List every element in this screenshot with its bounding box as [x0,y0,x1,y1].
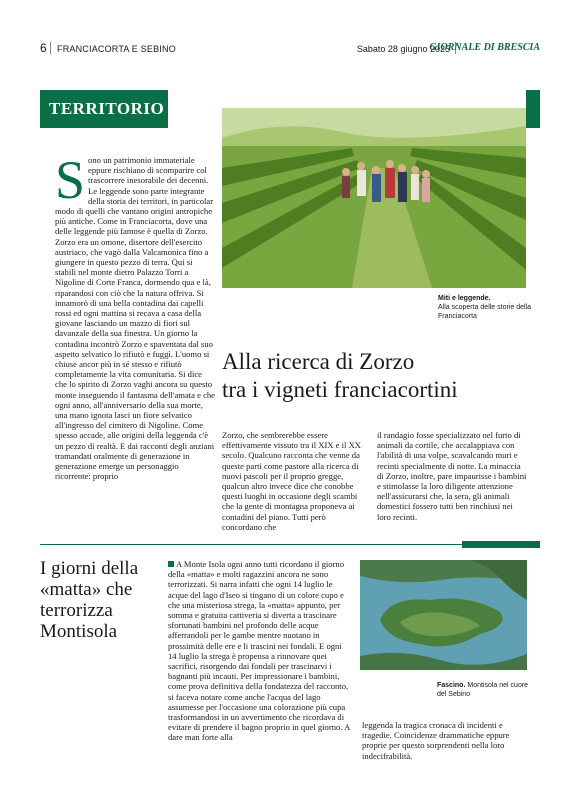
section-tag: TERRITORIO [40,90,168,128]
headline-line: tra i vigneti franciacortini [222,377,458,402]
article-column: leggenda la tragica cronaca di incidenti e tragedie. Coincidenze drammatiche eppure proprie per questo sorprendenti nella loro indecifrabilità. [362,720,510,761]
vineyard-photo [222,108,526,288]
section-name: FRANCIACORTA E SEBINO [57,44,176,54]
bullet-square-icon [168,561,174,567]
page-header [40,40,540,56]
caption-text: Alla scoperta delle storie della Franciacorta [438,304,531,320]
issue-date: Sabato 28 giugno 2025 [356,44,450,54]
island-illustration [360,560,527,670]
section-divider [40,541,540,549]
vineyard-illustration [222,108,526,288]
divider-accent [462,541,540,548]
article-headline [222,348,540,404]
photo-caption [438,294,548,321]
drop-cap: S [55,150,86,210]
article-column [168,559,350,743]
article-column: Zorzo, che sembrerebbe essere effettivamente vissuto tra il XIX e il XX secolo. Qualcuno racconta che venne da queste parti come pastore alla ricerca di nuovi pascoli per il proprio gregge, qualcun altro invece dice che conobbe questi luoghi in occasione degli scambi che la gente di montagna proponeva ai contadini del piano. Tutti però concordano che [222,430,361,532]
masthead: GIORNALE DI BRESCIA [429,42,540,53]
header-divider [50,42,51,54]
caption-text: Montisola nel cuore del Sebino [437,682,529,698]
article-headline: I giorni della «matta» che terrorizza Montisola [40,558,139,642]
headline-line: Alla ricerca di Zorzo [222,349,415,374]
page-number: 6 [40,41,47,55]
article-column [55,150,215,482]
lake-photo [360,560,527,670]
photo-caption [437,681,537,699]
caption-title: Miti e leggende. [438,295,491,302]
column-text: A Monte Isola ogni anno tutti ricordano il giorno della «matta» e molti ragazzini ancora ne sono terrorizzati. Si narra infatti che ogni 14 luglio le acque del lago d'Iseo si tingano di un colore cupo e che una misteriosa strega, la «matta» appunto, per somma e gratuita cattiveria si diverta a trascinare sfortunati bambini nel profondo delle acque afferrandoli per le gambe mentre nuotano in prossimità delle ere e li trascini nei fondali. E ogni 14 luglio la strega è propensa a rinnovare quei sacrifici, risorgendo dai fondali per trascinarvi i bagnanti più incauti. Per impressionare i bambini, come prova definitiva della fondatezza del racconto, si faceva notare come anche l'acqua del lago assumesse per l'occasione una colorazione più cupa trasformandosi in un avvertimento che ricordava di evitare di prendere il bagno proprio in quel giorno. A dare man forte alla [168,559,350,743]
band-rule [526,90,540,128]
article-column: il randagio fosse specializzato nel furto di animali da cortile, che accalappiava con l'abilità di una volpe, scavalcando muri e recinti specialmente di notte. La minaccia di Zorzo, inoltre, pare impaurisse i bambini e stimolasse la loro diligente attenzione nell'assicurarsi che, la sera, gli animali domestici fossero tutti ben rinchiusi nei loro recinti. [377,430,527,522]
column-text: ono un patrimonio immateriale eppure rischiano di scomparire col trascorrere inesorabile dei decenni. Le leggende sono parte integrante della storia dei territori, in particolar modo di quelli che vantano origini antropiche più antiche. Come in Franciacorta, dove una delle leggende più famose è quella di Zorzo. Zorzo era un omone, disertore dell'esercito austriaco, che vagò dalla Valcamonica fino a giungere in questo pezzo di terra. Qui si stabilì nel monte dietro Palazzo Torri a Nigoline di Corte Franca, dormendo qua e là, riparandosi con ciò che la natura offriva. Si innamorò di una bella contadina dai capelli rossi ed ogni mattina si recava a casa della giovane lasciando un mazzo di fiori sul davanzale della sua finestra. Un giorno la contadina incontrò Zorzo e spaventata dal suo aspetto selvatico lo rifiutò e fuggì. L'uomo si chiuse ancor più in sé stesso e rifiutò completamente la vita comunitaria. Si dice che lo spirito di Zorzo vaghi ancora su questo monte inseguendo il fantasma dell'amata e che ogni anno, all'anniversario della sua morte, una mano ignota lasci un fiore selvatico all'ingresso del cimitero di Nigoline. Come spesso accade, alle origini della leggenda c'è un pezzo di realtà. E dai racconti degli anziani tramandati oralmente di generazione in generazione emerge un personaggio ricorrente: proprio [55,155,215,482]
caption-title: Fascino. [437,682,466,689]
